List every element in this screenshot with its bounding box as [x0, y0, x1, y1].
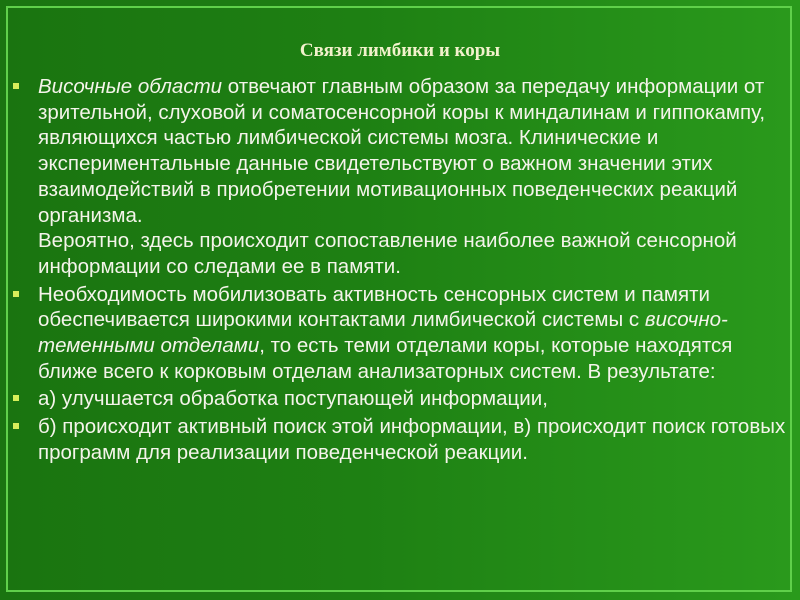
bullet-list: [12, 74, 788, 468]
bullet-text: а) улучшается обработка поступающей информации,: [38, 387, 548, 411]
slide-title: Связи лимбики и коры: [299, 40, 501, 61]
bullet-text: отвечают главным образом за передачу информации от зрительной, слуховой и соматосенсорной коры к миндалинам и гиппокампу, являющихся частью лимбической системы мозга. Клинические и экспериментальные данные свидетельствуют о важном значении этих взаимодействий в приобретении мотивационных поведенческих реакций организма.: [38, 75, 766, 227]
bullet-text: , то есть теми отделами коры, которые находятся ближе всего к корковым отделам анализаторных систем. В результате:: [38, 334, 733, 383]
bullet-item: [12, 414, 788, 465]
bullet-italic-lead: Височные области: [38, 75, 223, 98]
bullet-item: [12, 386, 788, 412]
square-bullet-icon: [13, 83, 19, 89]
bullet-continuation: Вероятно, здесь происходит сопоставление наиболее важной сенсорной информации со следами ее в памяти.: [38, 229, 737, 278]
bullet-item: [12, 74, 788, 280]
bullet-italic-phrase: височно-теменными отделами: [38, 308, 728, 358]
bullet-text: Необходимость мобилизовать активность сенсорных систем и памяти обеспечивается широкими контактами лимбической системы с: [38, 282, 710, 332]
bullet-text: б) происходит активный поиск этой информации, в) происходит поиск готовых программ для реализации поведенческой реакции.: [38, 415, 786, 464]
bullet-item: [12, 282, 788, 385]
square-bullet-icon: [13, 291, 19, 297]
square-bullet-icon: [13, 423, 19, 429]
square-bullet-icon: [13, 395, 19, 401]
